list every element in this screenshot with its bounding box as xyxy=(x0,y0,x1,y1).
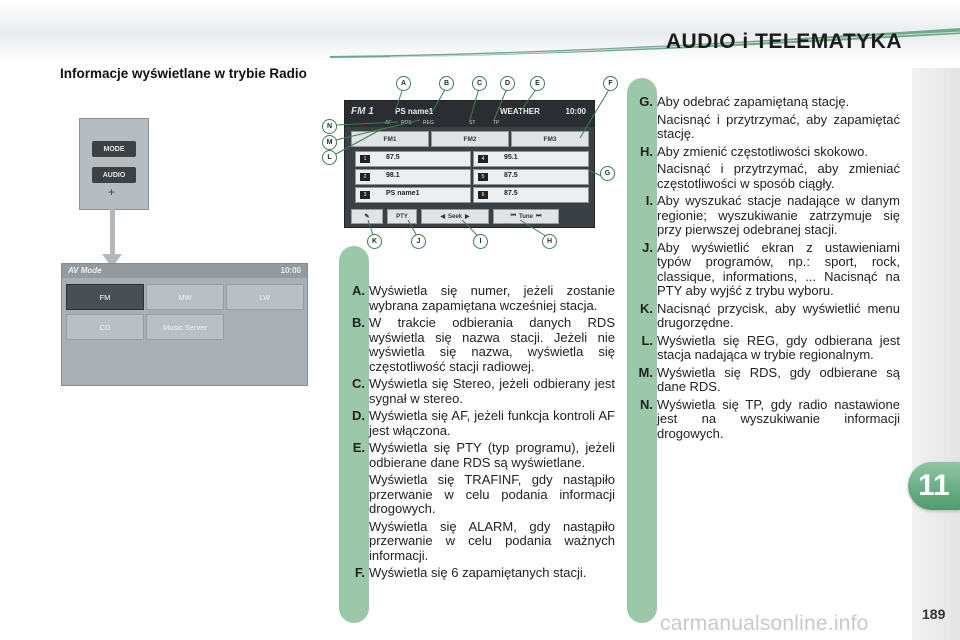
preset-number: 1 xyxy=(360,155,370,163)
callout-j: J xyxy=(411,234,426,249)
preset-frequency: PS name1 xyxy=(386,190,420,197)
preset-frequency: 87.5 xyxy=(504,172,518,179)
band-button-fm3: FM3 xyxy=(511,131,589,147)
audio-button-illustration: AUDIO xyxy=(92,167,136,183)
arrow-down-icon-shaft xyxy=(110,208,115,258)
band-button-fm2: FM2 xyxy=(431,131,509,147)
av-screen-title: AV Mode xyxy=(68,266,102,275)
av-button-mw: MW xyxy=(146,284,224,310)
seek-left-icon: ◀ xyxy=(440,214,445,220)
preset-1 xyxy=(355,151,471,167)
callout-g: G xyxy=(600,166,615,181)
entry-d xyxy=(352,408,615,438)
tune-label: Tune xyxy=(519,213,533,220)
callout-k: K xyxy=(367,234,382,249)
entry-text: Aby wyświetlić ekran z ustawieniami typów programów, np.: sport, rock, classique, informations, ... Nacisnąć na PTY aby wyjść z trybu wyboru. xyxy=(657,239,900,298)
entry-f xyxy=(354,565,615,581)
page-number: 189 xyxy=(922,606,946,622)
seek-label: Seek xyxy=(447,213,462,220)
entry-letter: D. xyxy=(352,408,365,423)
menu-button-illustration xyxy=(351,209,383,224)
pty-button-illustration xyxy=(387,209,417,224)
entry-text: Aby odebrać zapamiętaną stację. xyxy=(657,94,850,109)
callout-b: B xyxy=(439,76,454,91)
preset-frequency: 87.5 xyxy=(504,190,518,197)
right-description-column xyxy=(638,94,900,444)
chapter-title: AUDIO i TELEMATYKA xyxy=(665,30,902,53)
tune-button-illustration xyxy=(493,209,559,224)
entry-text: Aby zmienić częstotliwości skokowo. xyxy=(657,143,868,159)
entry-k xyxy=(640,300,900,331)
entry-letter: J. xyxy=(642,239,653,255)
left-description-column xyxy=(352,283,615,584)
preset-2 xyxy=(355,169,471,185)
entry-subtext: Wyświetla się ALARM, gdy nastąpiło przerwanie w celu podania ważnych informacji. xyxy=(369,518,615,563)
entry-i xyxy=(645,193,900,238)
entry-letter: I. xyxy=(645,193,653,208)
radio-band-label: FM 1 xyxy=(351,106,374,117)
entry-text: W trakcie odbierania danych RDS wyświetla się nazwa stacji. Jeżeli nie wyświetla się nazwa, wyświetla się częstotliwość stacji radiowej. xyxy=(369,315,615,374)
entry-text: Wyświetla się REG, gdy odbierana jest stacja nadająca w trybie regionalnym. xyxy=(657,332,900,362)
preset-frequency: 87.5 xyxy=(386,154,400,161)
preset-6 xyxy=(473,187,589,203)
preset-number: 4 xyxy=(478,155,488,163)
section-title: Informacje wyświetlane w trybie Radio xyxy=(60,66,307,81)
callout-l: L xyxy=(322,150,337,165)
entry-text: Wyświetla się 6 zapamiętanych stacji. xyxy=(369,565,587,580)
chapter-number-badge: 11 xyxy=(908,462,960,510)
entry-subtext: Nacisnąć i przytrzymać, aby zmieniać częstotliwości w sposób ciągły. xyxy=(657,161,900,191)
right-column-marker-bar xyxy=(627,78,657,623)
indicator-rds: RDS xyxy=(401,120,412,126)
entry-letter: B. xyxy=(352,315,365,330)
preset-3 xyxy=(355,187,471,203)
entry-letter: N. xyxy=(640,396,653,412)
entry-text: Aby wyszukać stacje nadające w danym regionie; wyszukiwanie zatrzymuje się przy pierwszej odebranej stacji. xyxy=(657,193,900,237)
entry-text: Nacisnąć przycisk, aby wyświetlić menu drugorzędne. xyxy=(657,300,900,330)
entry-b xyxy=(352,315,615,374)
tune-left-icon: ⏮ xyxy=(510,213,517,219)
entry-h xyxy=(640,143,900,192)
av-button-cd: CD xyxy=(66,314,144,340)
callout-h: H xyxy=(542,234,557,249)
preset-frequency: 95.1 xyxy=(504,154,518,161)
preset-number: 5 xyxy=(478,173,488,181)
av-button-fm: FM xyxy=(66,284,144,310)
entry-j xyxy=(642,239,900,299)
right-margin-strip xyxy=(912,68,960,640)
indicator-reg: REG xyxy=(423,120,434,126)
preset-5 xyxy=(473,169,589,185)
entry-text: Wyświetla się TP, gdy radio nastawione jest na wyszukiwanie informacji drogowych. xyxy=(657,396,900,441)
pty-label: PTY xyxy=(396,213,408,220)
entry-text: Wyświetla się RDS, gdy odbierane są dane RDS. xyxy=(657,364,900,394)
radio-clock: 10:00 xyxy=(565,107,586,116)
entry-g xyxy=(639,94,900,142)
band-button-fm1: FM1 xyxy=(351,131,429,147)
mode-button-illustration: MODE xyxy=(92,141,136,157)
av-button-music-server: Music Server xyxy=(146,314,224,340)
indicator-st: ST xyxy=(469,120,476,126)
mode-button-panel-illustration xyxy=(79,118,149,210)
callout-f: F xyxy=(603,76,618,91)
entry-letter: L. xyxy=(641,332,653,348)
entry-l xyxy=(641,332,900,363)
av-mode-screen-illustration xyxy=(61,263,308,386)
watermark-text: carmanualsonline.info xyxy=(660,612,869,635)
entry-subtext: Wyświetla się TRAFINF, gdy nastąpiło przerwanie w celu podania informacji drogowych. xyxy=(369,472,615,516)
seek-button-illustration xyxy=(421,209,489,224)
indicator-tp: TP xyxy=(493,120,500,126)
entry-n xyxy=(640,396,900,442)
plus-symbol: + xyxy=(108,185,116,199)
preset-frequency: 98.1 xyxy=(386,172,400,179)
entry-letter: E. xyxy=(352,440,365,455)
entry-letter: C. xyxy=(352,376,365,391)
entry-c xyxy=(352,376,615,406)
callout-d: D xyxy=(500,76,515,91)
tune-right-icon: ⏭ xyxy=(535,213,542,219)
entry-letter: G. xyxy=(639,94,653,109)
preset-number: 3 xyxy=(360,191,370,199)
pencil-icon: ✎ xyxy=(364,214,370,220)
indicator-af: AF xyxy=(385,120,392,126)
entry-letter: M. xyxy=(638,364,653,380)
callout-m: M xyxy=(322,135,337,150)
entry-letter: K. xyxy=(640,300,653,316)
av-screen-clock: 10:00 xyxy=(280,266,301,275)
entry-text: Wyświetla się Stereo, jeżeli odbierany jest sygnał w stereo. xyxy=(369,376,615,406)
entry-subtext: Nacisnąć i przytrzymać, aby zapamiętać stację. xyxy=(657,111,900,141)
callout-a: A xyxy=(396,76,411,91)
entry-letter: F. xyxy=(354,565,365,580)
radio-weather-label: WEATHER xyxy=(500,107,540,116)
radio-ps-name: PS name1 xyxy=(395,107,434,116)
entry-text: Wyświetla się PTY (typ programu), jeżeli odbierane dane RDS są wyświetlane. xyxy=(369,440,615,470)
entry-text: Wyświetla się AF, jeżeli funkcja kontroli AF jest włączona. xyxy=(369,408,615,438)
seek-right-icon: ▶ xyxy=(465,214,470,220)
entry-a xyxy=(352,283,615,313)
preset-number: 2 xyxy=(360,173,370,181)
entry-text: Wyświetla się numer, jeżeli zostanie wybrana zapamiętana wcześniej stacja. xyxy=(369,283,615,313)
preset-4 xyxy=(473,151,589,167)
entry-e xyxy=(352,440,615,563)
radio-screen-illustration xyxy=(344,100,595,228)
entry-letter: A. xyxy=(352,283,365,298)
callout-e: E xyxy=(530,76,545,91)
av-button-lw: LW xyxy=(226,284,304,310)
entry-letter: H. xyxy=(640,143,653,159)
callout-i: I xyxy=(473,234,488,249)
callout-c: C xyxy=(472,76,487,91)
callout-n: N xyxy=(322,119,337,134)
entry-m xyxy=(638,364,900,395)
preset-number: 6 xyxy=(478,191,488,199)
